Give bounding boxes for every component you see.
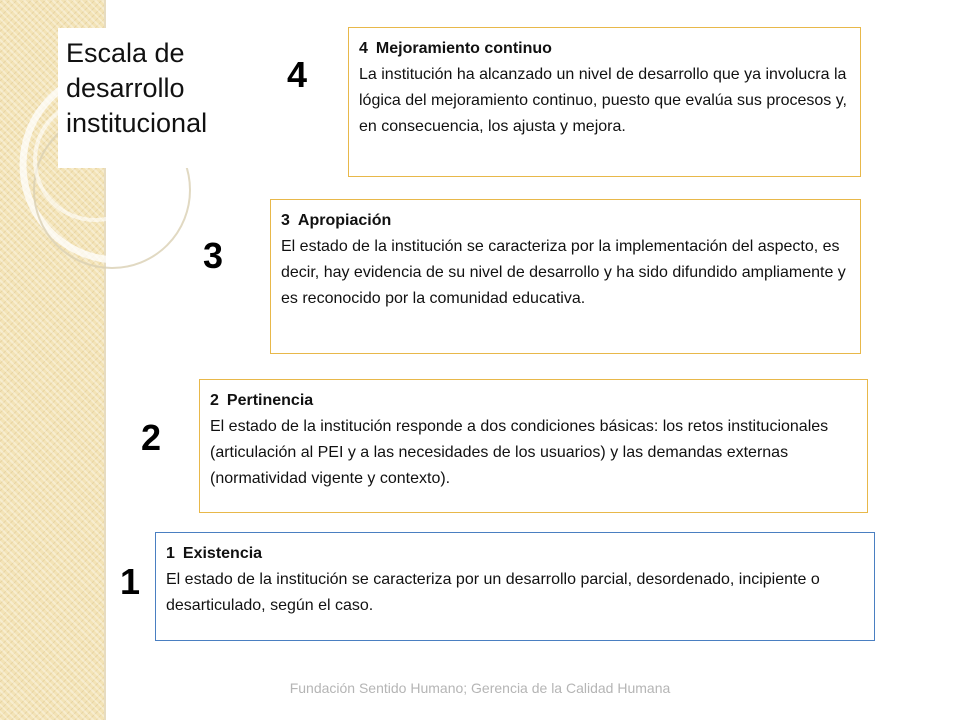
level-heading-number: 4 xyxy=(359,40,368,57)
level-heading-2 xyxy=(210,388,857,414)
level-number-2: 2 xyxy=(140,417,162,458)
level-box-3 xyxy=(270,199,861,354)
level-description-1: El estado de la institución se caracteriza por un desarrollo parcial, desordenado, incipiente o desarticulado, según el caso. xyxy=(166,571,820,614)
level-description-2: El estado de la institución responde a dos condiciones básicas: los retos institucionales (articulación al PEI y a las necesidades de los usuarios) y las demandas externas (normatividad vigente y contexto). xyxy=(210,418,829,487)
level-box-2 xyxy=(199,379,868,513)
level-heading-3 xyxy=(281,208,850,234)
footer-credit: Fundación Sentido Humano; Gerencia de la Calidad Humana xyxy=(289,680,671,696)
title-panel xyxy=(58,28,242,168)
level-description-4: La institución ha alcanzado un nivel de desarrollo que ya involucra la lógica del mejoramiento continuo, puesto que evalúa sus procesos y, en consecuencia, los ajusta y mejora. xyxy=(359,66,847,135)
level-number-4: 4 xyxy=(286,54,308,95)
level-heading-1 xyxy=(166,541,864,567)
level-heading-label: Mejoramiento continuo xyxy=(375,40,552,57)
level-heading-label: Pertinencia xyxy=(226,392,314,409)
level-heading-number: 1 xyxy=(166,545,175,562)
level-heading-label: Apropiación xyxy=(297,212,392,229)
level-box-1 xyxy=(155,532,875,641)
level-number-1: 1 xyxy=(119,561,141,602)
level-heading-number: 3 xyxy=(281,212,290,229)
level-box-4 xyxy=(348,27,861,177)
level-description-3: El estado de la institución se caracteriza por la implementación del aspecto, es decir, hay evidencia de su nivel de desarrollo y ha sido difundido ampliamente y es reconocido por la comunidad educativa. xyxy=(281,238,846,307)
level-heading-4 xyxy=(359,36,850,62)
level-number-3: 3 xyxy=(202,235,224,276)
page-title: Escala de desarrollo institucional xyxy=(66,38,208,138)
level-heading-label: Existencia xyxy=(182,545,263,562)
level-heading-number: 2 xyxy=(210,392,219,409)
